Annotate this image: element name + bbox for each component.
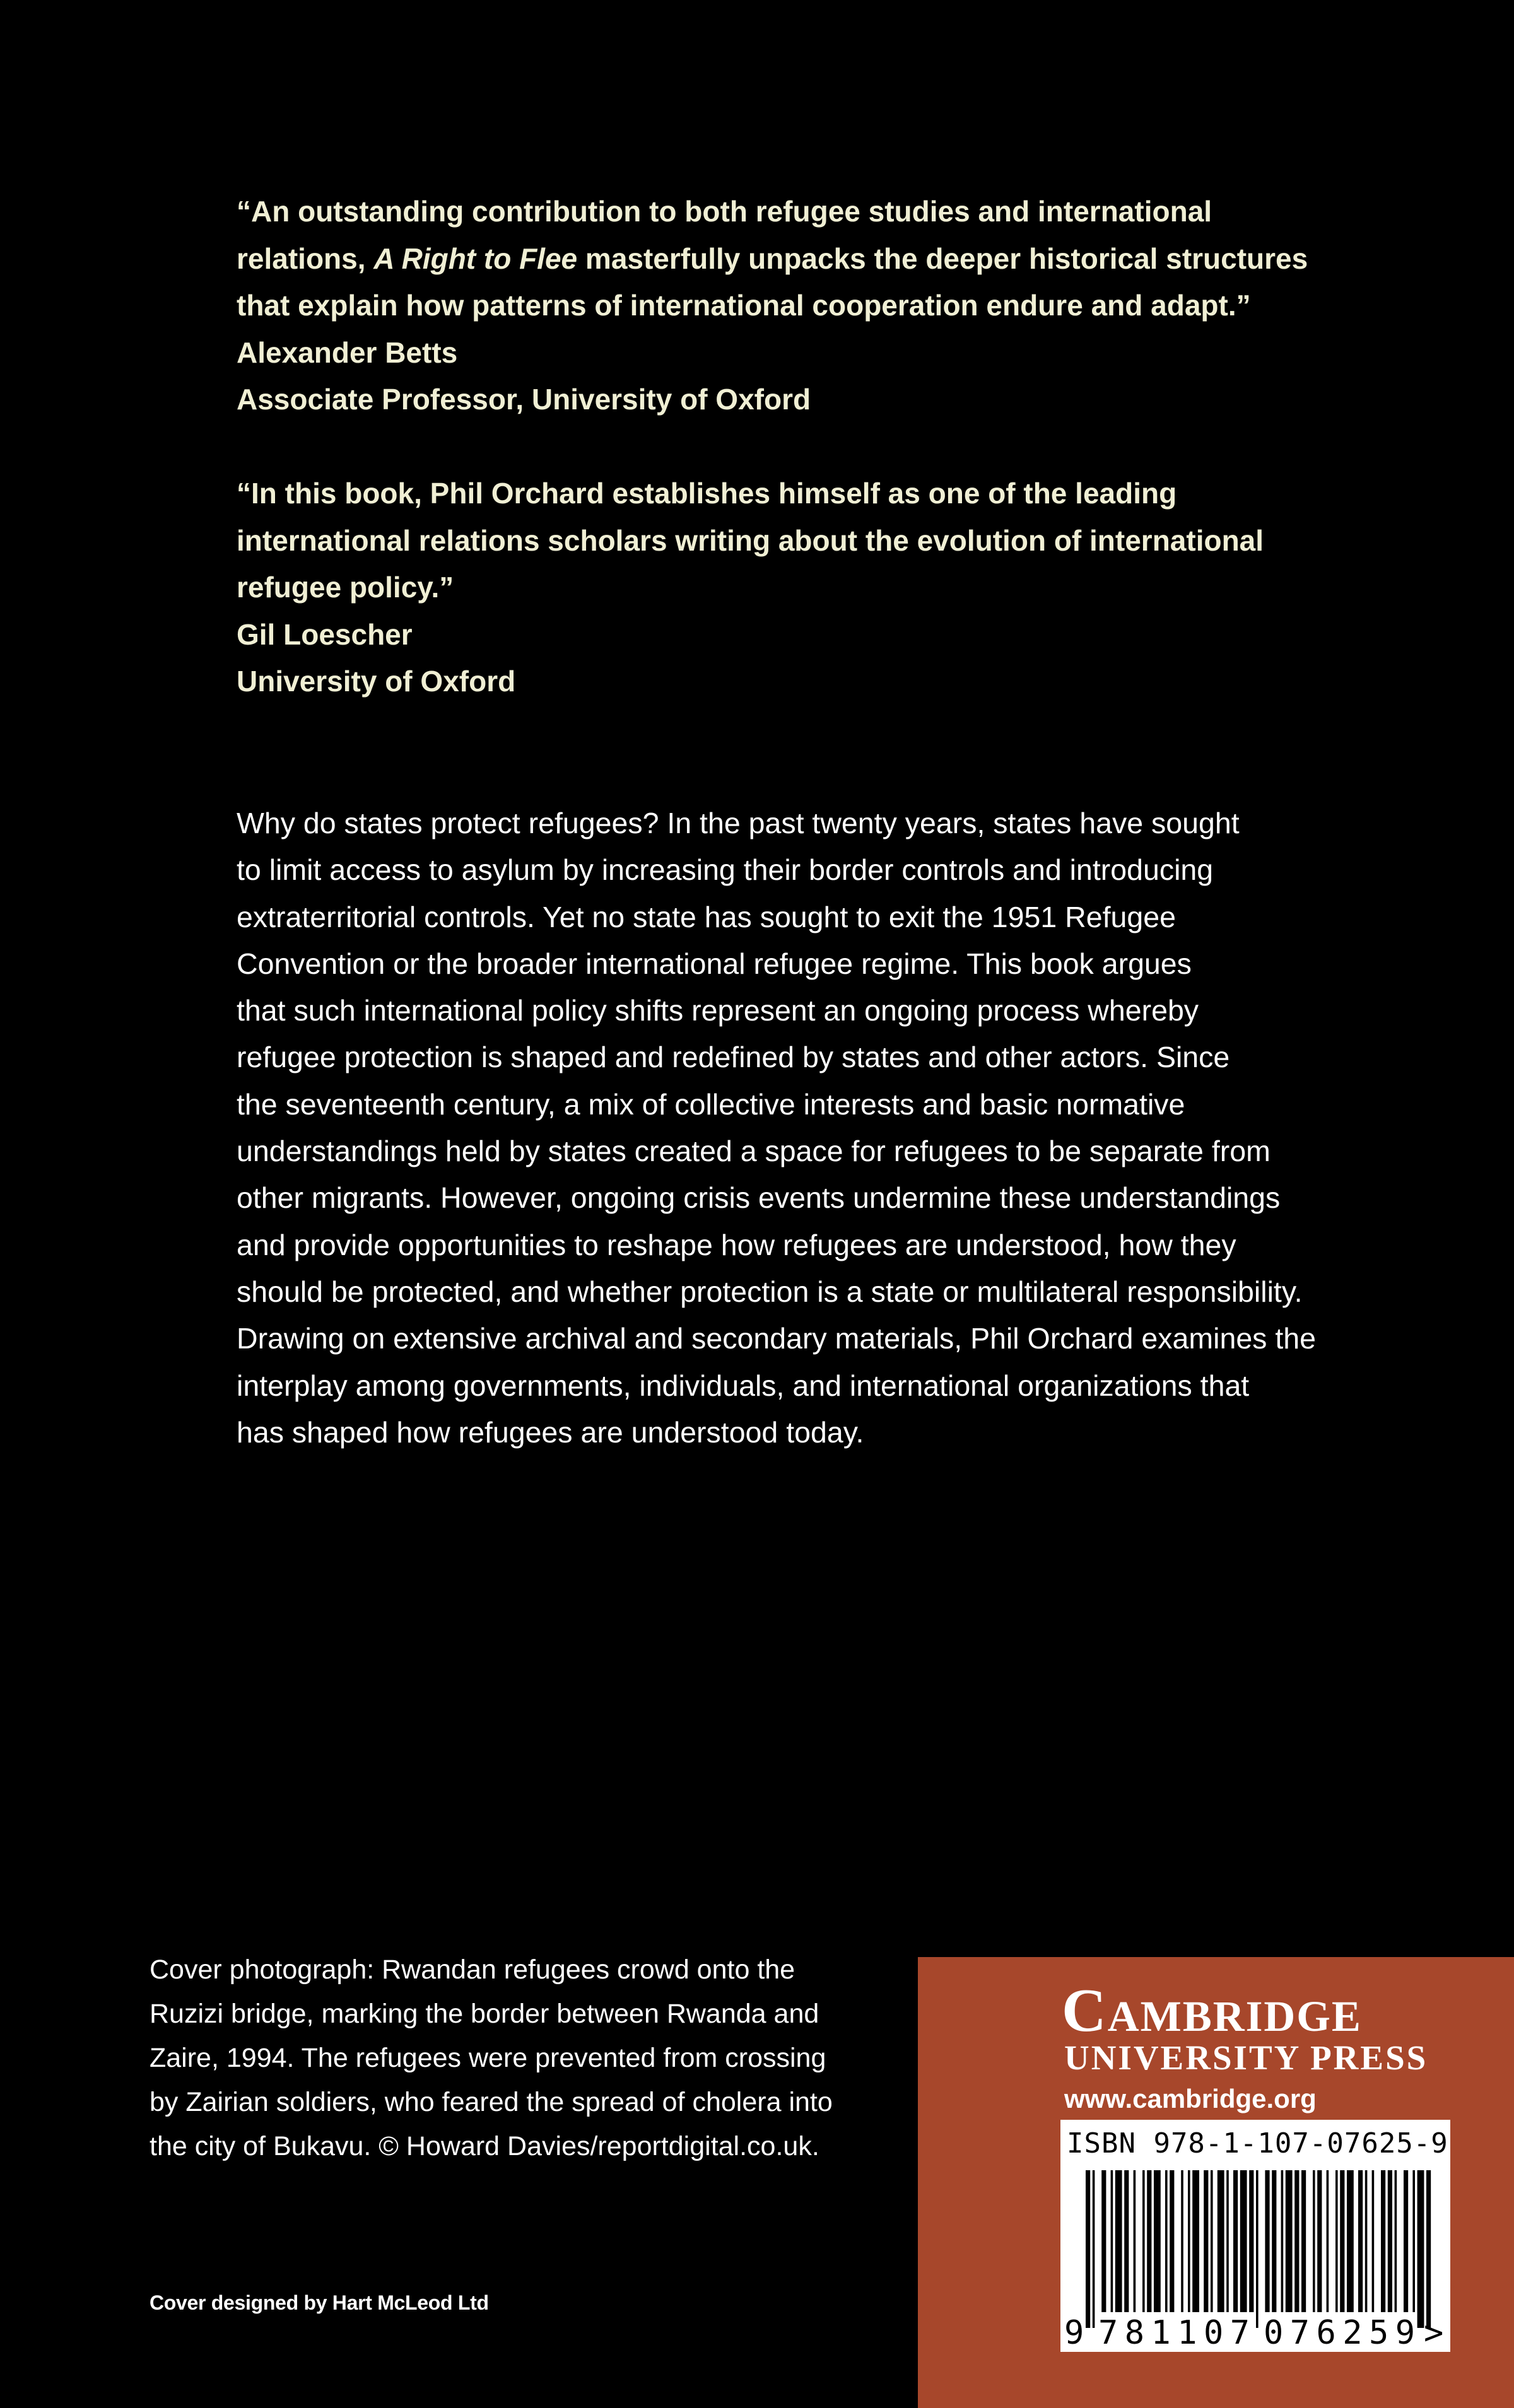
barcode-bar xyxy=(1395,2170,1397,2312)
quote-line xyxy=(237,235,1366,283)
credit-line: by Zairian soldiers, who feared the spread of cholera into xyxy=(150,2087,833,2117)
barcode-bar xyxy=(1358,2170,1363,2312)
quote-author: Alexander Betts xyxy=(237,336,458,369)
barcode-bar xyxy=(1233,2170,1238,2312)
barcode-bar xyxy=(1226,2170,1229,2312)
isbn-label: ISBN 978-1-107-07625-9 xyxy=(1067,2127,1448,2160)
blurb-line: other migrants. However, ongoing crisis events undermine these understandings xyxy=(237,1181,1281,1215)
barcode-bar xyxy=(1086,2170,1090,2328)
blurb-line: interplay among governments, individuals, and international organizations that xyxy=(237,1369,1250,1402)
blurb-line: the seventeenth century, a mix of collective interests and basic normative xyxy=(237,1087,1185,1121)
barcode-digits-right: 076259 xyxy=(1264,2314,1415,2352)
blurb-line: refugee protection is shaped and redefined by states and other actors. Since xyxy=(237,1041,1230,1074)
credit-line: Zaire, 1994. The refugees were prevented from crossing xyxy=(150,2043,826,2073)
publisher-name: Cambridge xyxy=(1062,1977,1362,2045)
blurb-line: extraterritorial controls. Yet no state has sought to exit the 1951 Refugee xyxy=(237,900,1176,933)
barcode-digits-left: 781107 xyxy=(1098,2314,1250,2352)
quote-line: that explain how patterns of international cooperation endure and adapt.” xyxy=(237,289,1251,322)
barcode-bar xyxy=(1101,2170,1106,2312)
barcode-bar xyxy=(1218,2170,1224,2312)
quote-author: Gil Loescher xyxy=(237,617,413,651)
barcode-bar xyxy=(1265,2170,1269,2312)
barcode-digit-tail: > xyxy=(1424,2314,1444,2352)
blurb-line: has shaped how refugees are understood today. xyxy=(237,1415,864,1449)
barcode-bar xyxy=(1093,2170,1095,2328)
barcode-bar xyxy=(1388,2170,1392,2312)
blurb-line: and provide opportunities to reshape how refugees are understood, how they xyxy=(237,1228,1236,1261)
barcode-bar xyxy=(1165,2170,1168,2312)
barcode-bar xyxy=(1240,2170,1247,2312)
barcode-bar xyxy=(1170,2170,1174,2312)
quote-fragment: masterfully unpacks the deeper historical structures xyxy=(577,242,1308,275)
barcode-bar xyxy=(1204,2170,1208,2312)
barcode-bar xyxy=(1188,2170,1190,2312)
blurb-line: Why do states protect refugees? In the past twenty years, states have sought xyxy=(237,807,1240,839)
quote-affiliation: Associate Professor, University of Oxford xyxy=(237,383,811,416)
book-description xyxy=(237,800,1372,1456)
barcode-bar xyxy=(1249,2170,1253,2312)
credit-line: the city of Bukavu. © Howard Davies/reportdigital.co.uk. xyxy=(150,2131,819,2161)
barcode-bar xyxy=(1327,2170,1329,2312)
barcode-bars xyxy=(1086,2170,1431,2328)
quote-line: “An outstanding contribution to both refugee studies and international xyxy=(237,195,1212,228)
blurb-line: that such international policy shifts represent an ongoing process whereby xyxy=(237,994,1199,1027)
barcode-bar xyxy=(1317,2170,1322,2312)
quote-line: international relations scholars writing about the evolution of international xyxy=(237,523,1264,557)
barcode-graphic xyxy=(1060,2120,1450,2352)
barcode-bar xyxy=(1335,2170,1338,2312)
barcode-bar xyxy=(1417,2170,1424,2328)
cover-design-credit: Cover designed by Hart McLeod Ltd xyxy=(150,2291,489,2314)
endorsement-quote-loescher xyxy=(237,470,1366,705)
book-title-italic: A Right to Flee xyxy=(373,242,578,275)
barcode-bar xyxy=(1142,2170,1145,2312)
publisher-subtitle: UNIVERSITY PRESS xyxy=(1064,2038,1428,2077)
barcode-bar xyxy=(1147,2170,1151,2312)
barcode-bar xyxy=(1134,2170,1136,2312)
quote-fragment: relations, xyxy=(237,242,374,275)
quote-line: “In this book, Phil Orchard establishes himself as one of the leading xyxy=(237,477,1177,510)
barcode-bar xyxy=(1272,2170,1276,2312)
barcode-bar xyxy=(1340,2170,1344,2312)
credit-line: Cover photograph: Rwandan refugees crowd onto the xyxy=(150,1955,795,1985)
barcode-bar xyxy=(1381,2170,1385,2312)
barcode-bar xyxy=(1365,2170,1368,2312)
barcode-bar xyxy=(1192,2170,1199,2312)
barcode-bar xyxy=(1281,2170,1284,2312)
credit-line: Ruzizi bridge, marking the border between Rwanda and xyxy=(150,1999,819,2029)
barcode-bar xyxy=(1154,2170,1161,2312)
endorsement-quote-betts xyxy=(237,188,1366,423)
barcode-bar xyxy=(1256,2170,1259,2328)
publisher-panel xyxy=(918,1957,1514,2408)
blurb-line: Drawing on extensive archival and secondary materials, Phil Orchard examines the xyxy=(237,1322,1316,1355)
barcode-bar xyxy=(1124,2170,1129,2312)
barcode-bar xyxy=(1347,2170,1354,2312)
barcode-bar xyxy=(1294,2170,1299,2312)
barcode-bar xyxy=(1412,2170,1415,2312)
barcode-bar xyxy=(1211,2170,1213,2312)
barcode-bar xyxy=(1286,2170,1293,2312)
blurb-line: to limit access to asylum by increasing their border controls and introducing xyxy=(237,853,1214,887)
cover-photo-credit xyxy=(150,1948,894,2168)
barcode-bar xyxy=(1301,2170,1306,2312)
quote-line: refugee policy.” xyxy=(237,571,454,604)
barcode-bar xyxy=(1426,2170,1431,2328)
blurb-line: understandings held by states created a space for refugees to be separate from xyxy=(237,1135,1270,1168)
barcode-digit-lead: 9 xyxy=(1064,2314,1084,2352)
quote-affiliation: University of Oxford xyxy=(237,665,516,698)
isbn-barcode xyxy=(1060,2120,1450,2352)
publisher-url: www.cambridge.org xyxy=(1064,2084,1317,2113)
barcode-bar xyxy=(1111,2170,1113,2312)
blurb-line: should be protected, and whether protection is a state or multilateral responsibility. xyxy=(237,1275,1303,1308)
blurb-line: Convention or the broader international refugee regime. This book argues xyxy=(237,947,1192,980)
barcode-bar xyxy=(1313,2170,1315,2312)
barcode-bar xyxy=(1404,2170,1408,2312)
barcode-bar xyxy=(1372,2170,1375,2312)
barcode-bar xyxy=(1181,2170,1183,2312)
barcode-bar xyxy=(1115,2170,1122,2312)
